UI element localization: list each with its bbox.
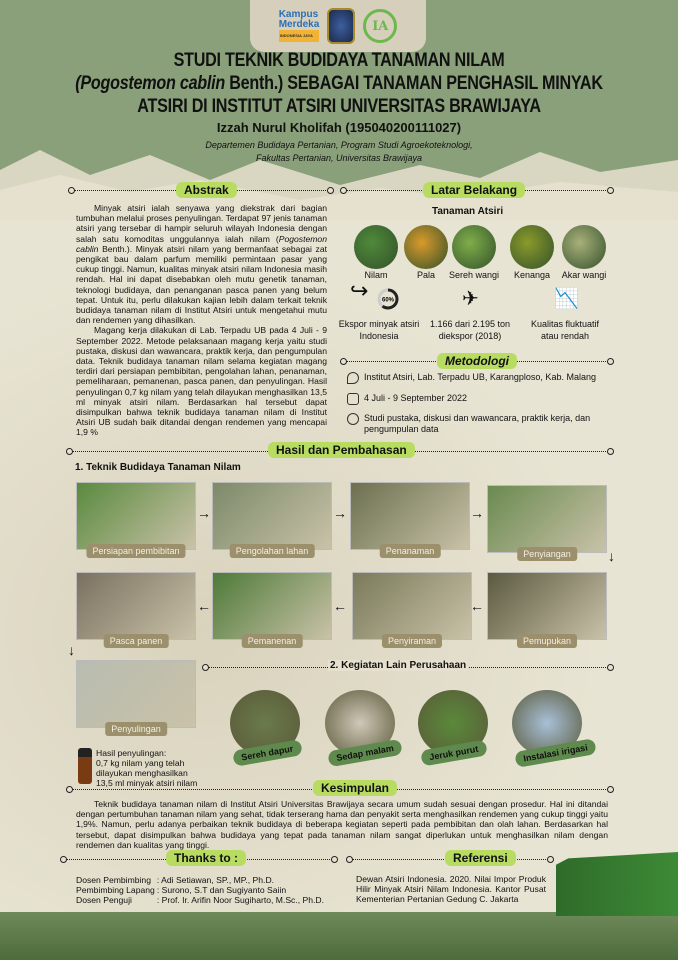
- plant-label: Pala: [416, 270, 435, 280]
- metodologi-heading: Metodologi: [437, 353, 517, 369]
- step-photo: [487, 572, 607, 640]
- plant-photo: [510, 225, 554, 269]
- activity-label: Sereh dapur: [232, 739, 302, 767]
- title-line-2-rest: Benth.) SEBAGAI TANAMAN PENGHASIL MINYAK: [224, 73, 603, 94]
- arrow-right-icon: →: [197, 505, 211, 521]
- curved-arrow-icon: ↪: [350, 278, 369, 303]
- thanks-heading: Thanks to :: [166, 850, 246, 866]
- plant-label: Nilam: [364, 270, 388, 280]
- stat-tons: 1.166 dari 2.195 ton diekspor (2018): [429, 319, 511, 341]
- step-label: Penyiangan: [517, 547, 577, 561]
- title-line-1: STUDI TEKNIK BUDIDAYA TANAMAN NILAM: [173, 50, 505, 71]
- step-photo: [212, 572, 332, 640]
- svg-text:60%: 60%: [381, 297, 395, 304]
- plant-photo: [354, 225, 398, 269]
- plant-photo: [404, 225, 448, 269]
- plant-label: Sereh wangi: [448, 270, 500, 280]
- step-photo: [76, 572, 196, 640]
- thanks-table: Dosen Pembimbing : Adi Setiawan, SP., MP., Ph.D. Pembimbing Lapang : Surono, S.T dan Sugiyanto Saiin Dosen Penguji : Prof. Ir. Arifin Noor Sugiharto, M.Sc., Ph.D.: [76, 875, 325, 905]
- section-1-title: 1. Teknik Budidaya Tanaman Nilam: [75, 462, 241, 473]
- oil-bottle-icon: [78, 748, 92, 784]
- title-scientific-name: (Pogostemon cablin: [75, 73, 225, 94]
- title-line-3: ATSIRI DI INSTITUT ATSIRI UNIVERSITAS BRAWIJAYA: [137, 96, 541, 117]
- arrow-right-icon: →: [470, 505, 484, 521]
- step-photo: [352, 572, 472, 640]
- referensi-text: Dewan Atsiri Indonesia. 2020. Nilai Impor Produk Hilir Minyak Atsiri Nilam Indonesia. Kantor Pusat Kementerian Pertanian Gedung C. Jakarta: [356, 874, 546, 904]
- referensi-heading: Referensi: [445, 850, 516, 866]
- yield-note: Hasil penyulingan: 0,7 kg nilam yang telah dilayukan menghasilkan 13,5 ml minyak atsiri nilam: [96, 748, 198, 788]
- author: Izzah Nurul Kholifah (195040200111027): [216, 120, 462, 135]
- faculty: Fakultas Pertanian, Universitas Brawijaya: [255, 153, 423, 163]
- kesimpulan-heading: Kesimpulan: [313, 780, 397, 796]
- institut-atsiri-logo: IA: [363, 9, 397, 43]
- step-label: Pemanenan: [242, 634, 303, 648]
- step-photo: [76, 660, 196, 728]
- kampus-merdeka-logo: Kampus Merdeka INDONESIA JAYA: [279, 10, 320, 42]
- abstrak-text: Minyak atsiri ialah senyawa yang diekstrak dari bagian tumbuhan melalui proses penyulingan. Terdapat 97 jenis tanaman atsiri yang tersebar di hampir seluruh wilayah Indonesia dengan salah satu komoditas unggulannya ialah nilam (Pogostemon cablin Benth.). Minyak atsiri nilam yang bermanfaat sebagai zat pengikat bau dalam parfum memiliki permintaan pasar yang cukup tinggi. Namun, kualitas minyak atsiri nilam Indonesia masih rendah. Hal ini dapat disebabkan oleh mutu genetik tanaman, teknologi budidaya, dan penanganan pasca panen yang belum tepat. Untuk itu, perlu dilakukan kajian lebih dalam terkait teknik budidaya tanaman nilam di Institut Atsiri untuk mengetahui mutu dan rendemen yang dihasilkan. Magang kerja dilakukan di Lab. Terpadu UB pada 4 Juli - 9 September 2022. Metode pelaksanaan magang kerja yaitu studi pustaka, diskusi dan wawancara, praktik kerja, dan pengumpulan data. Teknik budidaya tanaman nilam selama kegiatan magang terdiri dari persiapan pembibitan, pengolahan lahan, penanaman, pemeliharaan, pemanenan, pasca panen, dan penyulingan. Hasil penyulingan 0,7 kg nilam yang telah dilayukan menghasilkan 13,5 ml minyak atsiri nilam. Berdasarkan hal tersebut dapat disimpulkan bahwa teknik budidaya tanaman nilam di Institut Atsiri UB sudah baik ditandai dengan rendemen yang mencapai 1,9 %: [76, 203, 327, 438]
- calendar-icon: [347, 393, 359, 405]
- plant-photo: [562, 225, 606, 269]
- grass-footer: [0, 912, 678, 960]
- department: Departemen Budidaya Pertanian, Program Studi Agroekoteknologi,: [205, 140, 473, 150]
- method-approach: Studi pustaka, diskusi dan wawancara, praktik kerja, dan pengumpulan data: [347, 413, 617, 435]
- cargo-plane-icon: ✈: [462, 288, 479, 310]
- activity-label: Jeruk purut: [420, 739, 487, 766]
- method-date: 4 Juli - 9 September 2022: [347, 393, 617, 405]
- step-photo: [487, 485, 607, 553]
- arrow-left-icon: ←: [470, 598, 484, 614]
- step-photo: [76, 482, 196, 550]
- step-label: Penyulingan: [105, 722, 167, 736]
- step-label: Penyiraman: [382, 634, 442, 648]
- logo-bar: [250, 0, 426, 52]
- research-icon: [347, 413, 359, 425]
- activity-label: Instalasi irigasi: [514, 738, 597, 768]
- arrow-down-icon: ↓: [608, 548, 615, 564]
- step-photo: [212, 482, 332, 550]
- arrow-down-icon: ↓: [68, 642, 75, 658]
- step-photo: [350, 482, 470, 550]
- title-line-2: [51, 73, 627, 95]
- step-label: Persiapan pembibitan: [86, 544, 185, 558]
- donut-chart-icon: [376, 287, 400, 311]
- section-2-title: 2. Kegiatan Lain Perusahaan: [330, 660, 467, 671]
- arrow-right-icon: →: [333, 505, 347, 521]
- plant-photo: [452, 225, 496, 269]
- building-image: [556, 852, 678, 916]
- stat-export: Ekspor minyak atsiri Indonesia: [338, 319, 420, 341]
- step-label: Pengolahan lahan: [230, 544, 315, 558]
- location-pin-icon: [347, 372, 359, 384]
- step-label: Penanaman: [380, 544, 441, 558]
- step-label: Pemupukan: [517, 634, 577, 648]
- activity-label: Sedap malam: [327, 739, 403, 768]
- declining-bar-chart-icon: 📉: [554, 288, 579, 310]
- kesimpulan-text: Teknik budidaya tanaman nilam di Institut Atsiri Universitas Brawijaya secara umum sudah sesuai dengan prosedur. Hal ini ditandai dengan pertumbuhan tanaman nilam yang sehat, tidak terserang hama dan penyakit serta menghasilkan rendemen yang cukup tinggi yaitu 1,9%. Namun, perlu adanya perbaikan teknik budidaya di beberapa kegiatan seperti pada pembibitan dan olah lahan. Berdasarkan hal tersebut, dapat disimpulkan bahwa budidaya yang tepat pada tanaman nilam sangat diperlukan untuk menghasilkan nilam dengan rendemen dan kualitas yang tinggi.: [76, 799, 608, 850]
- tanaman-atsiri-subtitle: Tanaman Atsiri: [432, 206, 504, 217]
- plant-label: Akar wangi: [561, 270, 607, 280]
- hasil-heading: Hasil dan Pembahasan: [268, 442, 415, 458]
- arrow-left-icon: ←: [333, 598, 347, 614]
- stat-quality: Kualitas fluktuatif atau rendah: [530, 319, 600, 341]
- abstrak-heading: Abstrak: [176, 182, 237, 198]
- step-label: Pasca panen: [104, 634, 169, 648]
- arrow-left-icon: ←: [197, 598, 211, 614]
- plant-label: Kenanga: [513, 270, 551, 280]
- method-location: Institut Atsiri, Lab. Terpadu UB, Karangploso, Kab. Malang: [347, 372, 617, 384]
- latar-belakang-heading: Latar Belakang: [423, 182, 525, 198]
- university-seal-logo: [327, 8, 355, 44]
